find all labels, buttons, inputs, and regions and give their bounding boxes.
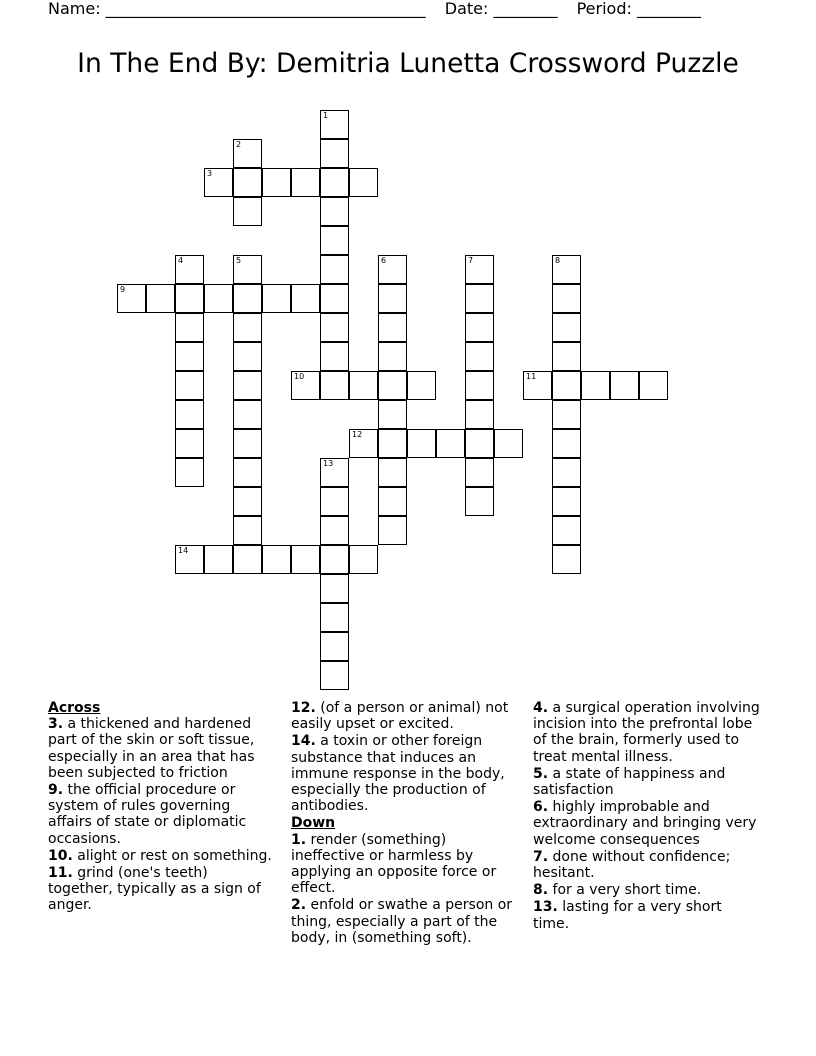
grid-cell[interactable] bbox=[320, 371, 349, 400]
grid-cell[interactable] bbox=[320, 661, 349, 690]
clue-number: 9 bbox=[120, 285, 126, 294]
grid-cell[interactable] bbox=[378, 429, 407, 458]
grid-cell[interactable] bbox=[204, 284, 233, 313]
grid-cell[interactable] bbox=[407, 371, 436, 400]
clue-number: 1 bbox=[323, 111, 329, 120]
grid-cell[interactable] bbox=[320, 255, 349, 284]
grid-cell[interactable] bbox=[233, 429, 262, 458]
grid-cell[interactable] bbox=[320, 516, 349, 545]
grid-cell[interactable] bbox=[320, 284, 349, 313]
grid-cell[interactable] bbox=[552, 400, 581, 429]
grid-cell[interactable] bbox=[378, 516, 407, 545]
grid-cell[interactable] bbox=[552, 284, 581, 313]
grid-cell[interactable] bbox=[378, 487, 407, 516]
clue-number: 5 bbox=[236, 256, 242, 265]
grid-cell[interactable] bbox=[175, 371, 204, 400]
grid-cell[interactable] bbox=[465, 400, 494, 429]
clues-column-2 bbox=[291, 700, 519, 947]
grid-cell[interactable] bbox=[291, 168, 320, 197]
grid-cell[interactable] bbox=[291, 371, 320, 400]
down-heading: Down bbox=[291, 815, 336, 832]
grid-cell[interactable] bbox=[552, 313, 581, 342]
grid-cell[interactable] bbox=[233, 342, 262, 371]
grid-cell[interactable] bbox=[552, 342, 581, 371]
grid-cell[interactable] bbox=[175, 545, 204, 574]
grid-cell[interactable] bbox=[349, 168, 378, 197]
grid-cell[interactable] bbox=[262, 284, 291, 313]
grid-cell[interactable] bbox=[233, 168, 262, 197]
clue-number: 6 bbox=[381, 256, 387, 265]
grid-cell[interactable] bbox=[320, 574, 349, 603]
grid-cell[interactable] bbox=[378, 371, 407, 400]
grid-cell[interactable] bbox=[465, 429, 494, 458]
clue-number: 3 bbox=[207, 169, 213, 178]
grid-cell[interactable] bbox=[552, 545, 581, 574]
grid-cell[interactable] bbox=[378, 313, 407, 342]
clue-down-1: 1. render (something) ineffective or harmless by applying an opposite force or effect. bbox=[291, 831, 497, 897]
grid-cell[interactable] bbox=[320, 110, 349, 139]
grid-cell[interactable] bbox=[349, 371, 378, 400]
clue-across-12: 12. (of a person or animal) not easily upset or excited. bbox=[291, 700, 509, 733]
grid-cell[interactable] bbox=[262, 168, 291, 197]
clue-across-11: 11. grind (one's teeth) together, typically as a sign of anger. bbox=[48, 865, 261, 914]
grid-cell[interactable] bbox=[407, 429, 436, 458]
grid-cell[interactable] bbox=[378, 255, 407, 284]
grid-cell[interactable] bbox=[465, 313, 494, 342]
grid-cell[interactable] bbox=[233, 458, 262, 487]
grid-cell[interactable] bbox=[175, 313, 204, 342]
grid-cell[interactable] bbox=[494, 429, 523, 458]
clue-down-8: 8. for a very short time. bbox=[533, 882, 702, 899]
grid-cell[interactable] bbox=[175, 400, 204, 429]
grid-cell[interactable] bbox=[581, 371, 610, 400]
grid-cell[interactable] bbox=[233, 516, 262, 545]
grid-cell[interactable] bbox=[320, 603, 349, 632]
grid-cell[interactable] bbox=[320, 168, 349, 197]
grid-cell[interactable] bbox=[117, 284, 146, 313]
clue-number: 13 bbox=[323, 459, 334, 468]
date-field-label: Date: ________ bbox=[444, 0, 558, 18]
grid-cell[interactable] bbox=[320, 342, 349, 371]
grid-cell[interactable] bbox=[320, 632, 349, 661]
grid-cell[interactable] bbox=[320, 545, 349, 574]
grid-cell[interactable] bbox=[233, 545, 262, 574]
clue-down-13: 13. lasting for a very short time. bbox=[533, 899, 722, 932]
grid-cell[interactable] bbox=[552, 458, 581, 487]
clue-number: 10 bbox=[294, 372, 305, 381]
grid-cell[interactable] bbox=[320, 487, 349, 516]
grid-cell[interactable] bbox=[378, 458, 407, 487]
grid-cell[interactable] bbox=[291, 284, 320, 313]
grid-cell[interactable] bbox=[552, 255, 581, 284]
clue-down-7: 7. done without confidence; hesitant. bbox=[533, 848, 731, 882]
grid-cell[interactable] bbox=[320, 458, 349, 487]
name-field-label: Name: ________________________________________ bbox=[48, 0, 426, 18]
clue-number: 4 bbox=[178, 256, 184, 265]
clue-number: 11 bbox=[526, 372, 537, 381]
grid-cell[interactable] bbox=[146, 284, 175, 313]
clues-column-1 bbox=[48, 700, 276, 915]
clue-down-2: 2. enfold or swathe a person or thing, especially a part of the body, in (something soft). bbox=[291, 897, 513, 946]
grid-cell[interactable] bbox=[552, 487, 581, 516]
grid-cell[interactable] bbox=[233, 313, 262, 342]
grid-cell[interactable] bbox=[465, 458, 494, 487]
clue-down-5: 5. a state of happiness and satisfaction bbox=[533, 765, 726, 799]
grid-cell[interactable] bbox=[465, 255, 494, 284]
clue-number: 8 bbox=[555, 256, 561, 265]
clue-across-3: 3. a thickened and hardened part of the skin or soft tissue, especially in an area that has been subjected to friction bbox=[48, 716, 255, 781]
clue-number: 12 bbox=[352, 430, 363, 439]
clues-column-3 bbox=[533, 700, 761, 933]
grid-cell[interactable] bbox=[175, 284, 204, 313]
grid-cell[interactable] bbox=[233, 284, 262, 313]
grid-cell[interactable] bbox=[552, 371, 581, 400]
grid-cell[interactable] bbox=[349, 545, 378, 574]
grid-cell[interactable] bbox=[320, 313, 349, 342]
grid-cell[interactable] bbox=[523, 371, 552, 400]
clue-down-6: 6. highly improbable and extraordinary and bringing very welcome consequences bbox=[533, 799, 757, 848]
grid-cell[interactable] bbox=[465, 342, 494, 371]
clue-across-14: 14. a toxin or other foreign substance that induces an immune response in the body, especially the production of antibodies. bbox=[291, 733, 505, 815]
grid-cell[interactable] bbox=[465, 284, 494, 313]
grid-cell[interactable] bbox=[175, 458, 204, 487]
grid-cell[interactable] bbox=[552, 516, 581, 545]
grid-cell[interactable] bbox=[175, 255, 204, 284]
grid-cell[interactable] bbox=[465, 487, 494, 516]
grid-cell[interactable] bbox=[378, 342, 407, 371]
grid-cell[interactable] bbox=[233, 139, 262, 168]
grid-cell[interactable] bbox=[320, 139, 349, 168]
grid-cell[interactable] bbox=[233, 487, 262, 516]
grid-cell[interactable] bbox=[204, 168, 233, 197]
grid-cell[interactable] bbox=[233, 255, 262, 284]
puzzle-title: In The End By: Demitria Lunetta Crossword Puzzle bbox=[77, 48, 739, 79]
grid-cell[interactable] bbox=[175, 342, 204, 371]
grid-cell[interactable] bbox=[378, 284, 407, 313]
clue-number: 7 bbox=[468, 256, 474, 265]
clue-across-10: 10. alight or rest on something. bbox=[48, 847, 272, 864]
across-heading: Across bbox=[48, 700, 101, 716]
grid-cell[interactable] bbox=[610, 371, 639, 400]
clue-number: 14 bbox=[178, 546, 189, 555]
grid-cell[interactable] bbox=[204, 545, 233, 574]
grid-cell[interactable] bbox=[378, 400, 407, 429]
period-field-label: Period: ________ bbox=[576, 0, 701, 18]
grid-cell[interactable] bbox=[639, 371, 668, 400]
grid-cell[interactable] bbox=[552, 429, 581, 458]
clue-down-4: 4. a surgical operation involving incision into the prefrontal lobe of the brain, formerly used to treat mental illness. bbox=[533, 700, 760, 765]
grid-cell[interactable] bbox=[349, 429, 378, 458]
grid-cell[interactable] bbox=[262, 545, 291, 574]
grid-cell[interactable] bbox=[465, 371, 494, 400]
grid-cell[interactable] bbox=[320, 226, 349, 255]
grid-cell[interactable] bbox=[233, 197, 262, 226]
grid-cell[interactable] bbox=[436, 429, 465, 458]
clue-across-9: 9. the official procedure or system of rules governing affairs of state or diplomatic occasions. bbox=[48, 782, 247, 847]
worksheet-header bbox=[48, 0, 768, 18]
clue-number: 2 bbox=[236, 140, 242, 149]
grid-cell[interactable] bbox=[175, 429, 204, 458]
grid-cell[interactable] bbox=[320, 197, 349, 226]
grid-cell[interactable] bbox=[233, 371, 262, 400]
grid-cell[interactable] bbox=[291, 545, 320, 574]
grid-cell[interactable] bbox=[233, 400, 262, 429]
